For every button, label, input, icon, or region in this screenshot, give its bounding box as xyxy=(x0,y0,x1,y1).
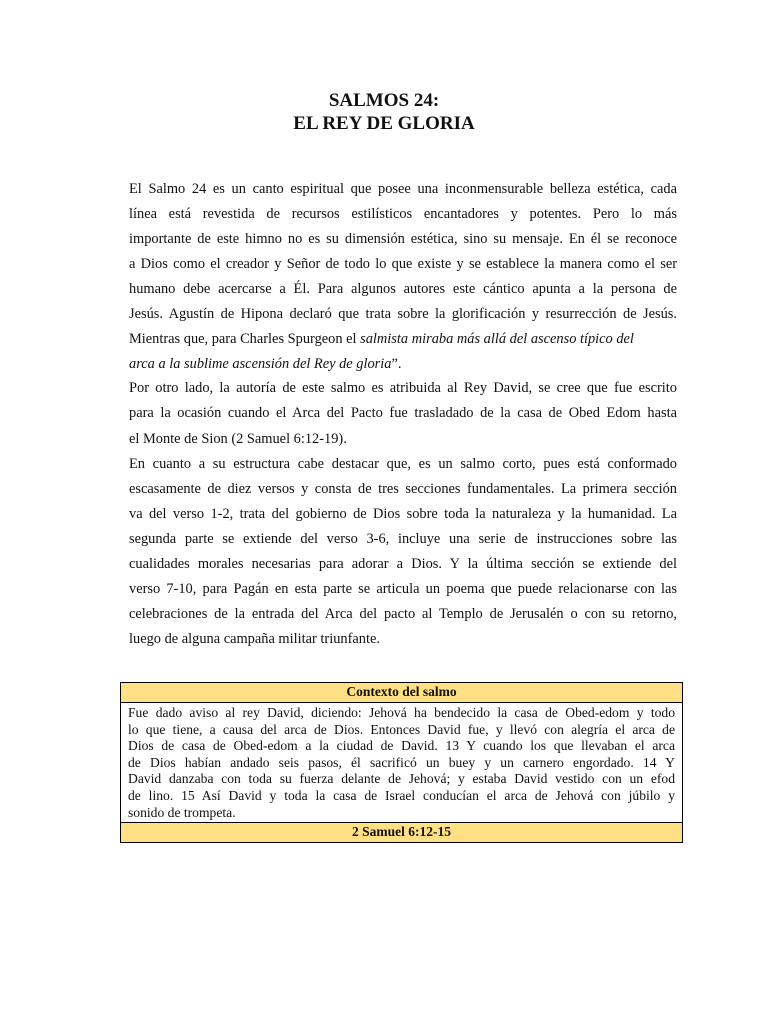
paragraph-line: cualidades morales necesarias para adorar a Dios. Y la última sección se extiende del xyxy=(129,556,677,572)
paragraph-line: a Dios como el creador y Señor de todo lo que existe y se establece la manera como el ser xyxy=(129,256,677,272)
paragraph-line: verso 7-10, para Pagán en esta parte se articula un poema que puede relacionarse con las xyxy=(129,581,677,597)
paragraph-line: importante de este himno no es su dimensión estética, sino su mensaje. En él se reconoce xyxy=(129,231,677,247)
paragraph-line: humano debe acercarse a Él. Para algunos autores este cántico apunta a la persona de xyxy=(129,281,677,297)
page-subtitle: EL REY DE GLORIA xyxy=(293,113,475,134)
context-reference: 2 Samuel 6:12-15 xyxy=(121,822,682,842)
paragraph-line: el Monte de Sion (2 Samuel 6:12-19). xyxy=(129,431,347,447)
context-line: David danzaba con toda su fuerza delante de Jehová; y estaba David vestido con un efod xyxy=(128,771,675,787)
paragraph-line: El Salmo 24 es un canto espiritual que posee una inconmensurable belleza estética, cada xyxy=(129,181,677,197)
paragraph-line: Por otro lado, la autoría de este salmo es atribuida al Rey David, se cree que fue escrito xyxy=(129,380,677,396)
paragraph-line: escasamente de diez versos y consta de tres secciones fundamentales. La primera sección xyxy=(129,481,677,497)
paragraph-line xyxy=(129,355,677,373)
context-table xyxy=(120,682,683,843)
paragraph-line: En cuanto a su estructura cabe destacar que, es un salmo corto, pues está conformado xyxy=(129,456,677,472)
paragraph-line: segunda parte se extiende del verso 3-6, incluye una serie de instrucciones sobre las xyxy=(129,531,677,547)
quote-text: salmista miraba más allá del ascenso típico del xyxy=(360,331,634,347)
paragraph-line: para la ocasión cuando el Arca del Pacto fue trasladado de la casa de Obed Edom hasta xyxy=(129,405,677,421)
paragraph-line: luego de alguna campaña militar triunfante. xyxy=(129,631,380,647)
paragraph-text: ”. xyxy=(391,356,402,372)
context-line: de Dios habían andado seis pasos, él sacrificó un buey y un carnero engordado. 14 Y xyxy=(128,754,675,770)
paragraph-line xyxy=(129,330,677,348)
paragraph-line: celebraciones de la entrada del Arca del pacto al Templo de Jerusalén o con su retorno, xyxy=(129,606,677,622)
context-header: Contexto del salmo xyxy=(121,683,682,703)
page-title: SALMOS 24: xyxy=(328,90,440,111)
paragraph-text: Mientras que, para Charles Spurgeon el xyxy=(129,331,361,347)
paragraph-line: Jesús. Agustín de Hipona declaró que trata sobre la glorificación y resurrección de Jesús. xyxy=(129,306,677,322)
context-line: lo que tiene, a causa del arca de Dios. Entonces David fue, y llevó con alegría el arca de xyxy=(128,721,675,737)
context-body xyxy=(121,703,682,822)
paragraph-line: va del verso 1-2, trata del gobierno de Dios sobre toda la naturaleza y la humanidad. La xyxy=(129,506,677,522)
quote-text: arca a la sublime ascensión del Rey de gloria xyxy=(129,356,392,372)
paragraph-line: línea está revestida de recursos estilísticos encantadores y potentes. Pero lo más xyxy=(129,206,677,222)
context-line: de lino. 15 Así David y toda la casa de Israel conducían el arca de Jehová con júbilo y xyxy=(128,787,675,803)
context-line: sonido de trompeta. xyxy=(128,804,236,820)
context-line: Fue dado aviso al rey David, diciendo: Jehová ha bendecido la casa de Obed-edom y todo xyxy=(128,705,675,720)
context-line: Dios de casa de Obed-edom a la ciudad de David. 13 Y cuando los que llevaban el arca xyxy=(128,738,675,754)
